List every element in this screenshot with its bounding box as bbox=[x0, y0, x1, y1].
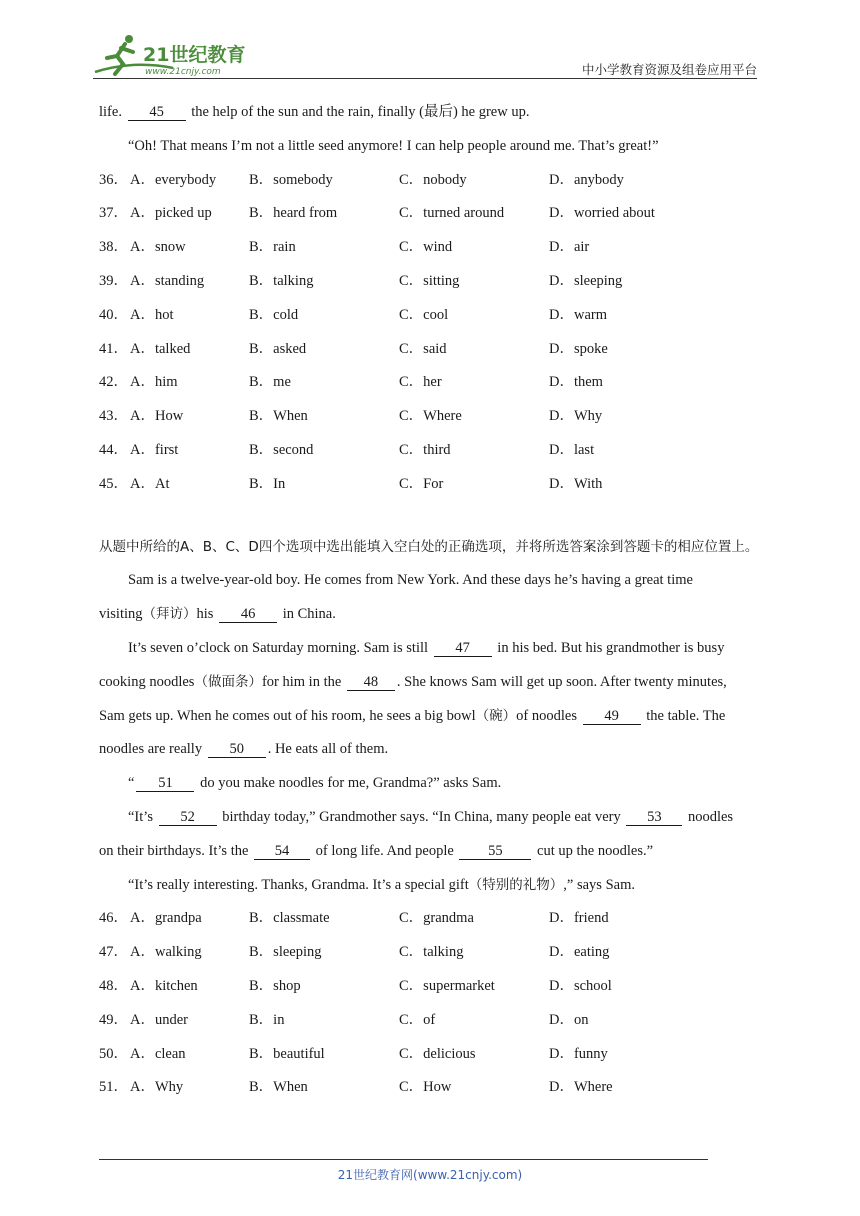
option-c: C．turned around bbox=[399, 205, 505, 222]
question-row bbox=[99, 1009, 764, 1031]
blank-52: 52 bbox=[159, 809, 217, 826]
blank-55: 55 bbox=[459, 843, 531, 860]
header-divider bbox=[93, 78, 757, 79]
option-d: D．last bbox=[549, 441, 595, 458]
question-list-2 bbox=[99, 907, 764, 1098]
question-number: 36． bbox=[99, 171, 128, 188]
question-number: 37． bbox=[99, 205, 128, 222]
footer-text: 21世纪教育网(www.21cnjy.com) bbox=[337, 1168, 523, 1182]
option-a: A．grandpa bbox=[130, 910, 202, 927]
option-d: D．on bbox=[549, 1011, 589, 1028]
question-number: 47． bbox=[99, 944, 128, 961]
option-c: C．Where bbox=[399, 408, 462, 425]
option-b: B．In bbox=[249, 475, 286, 492]
option-d: D．With bbox=[549, 475, 603, 492]
question-number: 42． bbox=[99, 374, 128, 391]
option-d: D．funny bbox=[549, 1045, 608, 1062]
option-c: C．supermarket bbox=[399, 977, 495, 994]
question-row bbox=[99, 304, 764, 326]
question-row bbox=[99, 1043, 764, 1065]
passage-line: visiting（拜访）his 46 in China. bbox=[99, 606, 336, 623]
option-c: C．nobody bbox=[399, 171, 467, 188]
page-header bbox=[0, 0, 860, 80]
question-number: 51． bbox=[99, 1079, 128, 1096]
question-row bbox=[99, 473, 764, 495]
blank-48: 48 bbox=[347, 674, 395, 691]
instruction-text: 从题中所给的A、B、C、D四个选项中选出能填入空白处的正确选项，并将所选答案涂到答题卡的相应位置上。 bbox=[99, 538, 759, 555]
question-list-1 bbox=[99, 169, 764, 495]
option-d: D．them bbox=[549, 374, 603, 391]
option-c: C．said bbox=[399, 340, 447, 357]
question-row bbox=[99, 941, 764, 963]
option-c: C．How bbox=[399, 1079, 452, 1096]
blank-51: 51 bbox=[136, 775, 194, 792]
question-row bbox=[99, 338, 764, 360]
platform-name: 中小学教育资源及组卷应用平台 bbox=[581, 62, 757, 77]
question-number: 38． bbox=[99, 239, 128, 256]
option-d: D．Where bbox=[549, 1079, 613, 1096]
option-b: B．When bbox=[249, 408, 308, 425]
blank-49: 49 bbox=[583, 708, 641, 725]
option-d: D．eating bbox=[549, 944, 610, 961]
option-c: C．sitting bbox=[399, 272, 460, 289]
option-d: D．worried about bbox=[549, 205, 655, 222]
question-number: 49． bbox=[99, 1011, 128, 1028]
question-number: 41． bbox=[99, 340, 128, 357]
passage-line: noodles are really 50 . He eats all of them. bbox=[99, 741, 389, 758]
option-c: C．her bbox=[399, 374, 442, 391]
option-a: A．under bbox=[130, 1011, 188, 1028]
passage-line: “Oh! That means I’m not a little seed anymore! I can help people around me. That’s great!” bbox=[128, 137, 659, 154]
passage-line: life. 45 the help of the sun and the rain, finally (最后) he grew up. bbox=[99, 104, 530, 120]
blank-54: 54 bbox=[254, 843, 310, 860]
option-b: B．in bbox=[249, 1011, 285, 1028]
question-number: 45． bbox=[99, 475, 128, 492]
passage-line: Sam is a twelve-year-old boy. He comes from New York. And these days he’s having a great time bbox=[128, 572, 693, 589]
option-b: B．me bbox=[249, 374, 291, 391]
option-d: D．spoke bbox=[549, 340, 608, 357]
passage-line: Sam gets up. When he comes out of his room, he sees a big bowl（碗）of noodles 49 the table. The bbox=[99, 707, 726, 724]
question-number: 50． bbox=[99, 1045, 128, 1062]
passage-line: “It’s 52 birthday today,” Grandmother says. “In China, many people eat very 53 noodles bbox=[128, 808, 734, 825]
blank-45: 45 bbox=[128, 104, 186, 121]
passage-line: “It’s really interesting. Thanks, Grandma. It’s a special gift（特别的礼物）,” says Sam. bbox=[128, 876, 635, 893]
document-body bbox=[99, 101, 764, 1110]
option-b: B．second bbox=[249, 441, 314, 458]
option-a: A．Why bbox=[130, 1079, 184, 1096]
option-a: A．snow bbox=[130, 239, 186, 256]
question-row bbox=[99, 907, 764, 929]
passage-line: on their birthdays. It’s the 54 of long life. And people 55 cut up the noodles.” bbox=[99, 842, 654, 859]
option-d: D．friend bbox=[549, 910, 609, 927]
option-b: B．beautiful bbox=[249, 1045, 325, 1062]
question-row bbox=[99, 975, 764, 997]
option-a: A．talked bbox=[130, 340, 191, 357]
option-c: C．wind bbox=[399, 239, 453, 256]
logo-url: www.21cnjy.com bbox=[145, 67, 221, 77]
question-row bbox=[99, 169, 764, 191]
question-number: 48． bbox=[99, 977, 128, 994]
option-d: D．anybody bbox=[549, 171, 624, 188]
option-a: A．picked up bbox=[130, 205, 212, 222]
blank-53: 53 bbox=[626, 809, 682, 826]
option-a: A．At bbox=[130, 475, 170, 492]
option-b: B．shop bbox=[249, 977, 301, 994]
question-row bbox=[99, 1076, 764, 1098]
option-d: D．warm bbox=[549, 306, 607, 323]
option-d: D．school bbox=[549, 977, 612, 994]
passage-line: “ 51 do you make noodles for me, Grandma?” asks Sam. bbox=[128, 775, 502, 792]
option-b: B．talking bbox=[249, 272, 314, 289]
option-c: C．grandma bbox=[399, 910, 474, 927]
question-row bbox=[99, 202, 764, 224]
option-a: A．How bbox=[130, 408, 184, 425]
blank-50: 50 bbox=[208, 741, 266, 758]
footer-divider bbox=[99, 1159, 708, 1160]
option-c: C．cool bbox=[399, 306, 449, 323]
option-b: B．When bbox=[249, 1079, 308, 1096]
question-number: 46． bbox=[99, 910, 128, 927]
question-number: 39． bbox=[99, 272, 128, 289]
option-a: A．first bbox=[130, 441, 179, 458]
option-a: A．standing bbox=[130, 272, 205, 289]
option-c: C．of bbox=[399, 1011, 436, 1028]
blank-47: 47 bbox=[434, 640, 492, 657]
question-number: 44． bbox=[99, 441, 128, 458]
option-d: D．sleeping bbox=[549, 272, 623, 289]
option-a: A．hot bbox=[130, 306, 174, 323]
option-a: A．kitchen bbox=[130, 977, 198, 994]
option-c: C．talking bbox=[399, 944, 464, 961]
option-b: B．somebody bbox=[249, 171, 333, 188]
option-a: A．him bbox=[130, 374, 178, 391]
21cnjy-logo bbox=[93, 34, 268, 78]
question-number: 43． bbox=[99, 408, 128, 425]
option-a: A．everybody bbox=[130, 171, 217, 188]
option-d: D．Why bbox=[549, 408, 603, 425]
option-c: C．third bbox=[399, 441, 451, 458]
option-a: A．clean bbox=[130, 1045, 186, 1062]
question-row bbox=[99, 236, 764, 258]
question-number: 40． bbox=[99, 306, 128, 323]
question-row bbox=[99, 371, 764, 393]
question-row bbox=[99, 270, 764, 292]
option-b: B．classmate bbox=[249, 910, 330, 927]
option-b: B．heard from bbox=[249, 205, 338, 222]
option-c: C．For bbox=[399, 475, 444, 492]
blank-46: 46 bbox=[219, 606, 277, 623]
option-b: B．rain bbox=[249, 239, 296, 256]
question-row bbox=[99, 439, 764, 461]
option-b: B．asked bbox=[249, 340, 307, 357]
passage-line: It’s seven o’clock on Saturday morning. Sam is still 47 in his bed. But his grandmother is busy bbox=[128, 639, 725, 656]
option-d: D．air bbox=[549, 239, 590, 256]
option-c: C．delicious bbox=[399, 1045, 476, 1062]
question-row bbox=[99, 405, 764, 427]
passage-line: cooking noodles（做面条）for him in the 48 . She knows Sam will get up soon. After twenty minutes, bbox=[99, 673, 727, 690]
option-b: B．cold bbox=[249, 306, 299, 323]
logo-text: 21世纪教育 bbox=[143, 44, 246, 66]
option-b: B．sleeping bbox=[249, 944, 322, 961]
option-a: A．walking bbox=[130, 944, 202, 961]
